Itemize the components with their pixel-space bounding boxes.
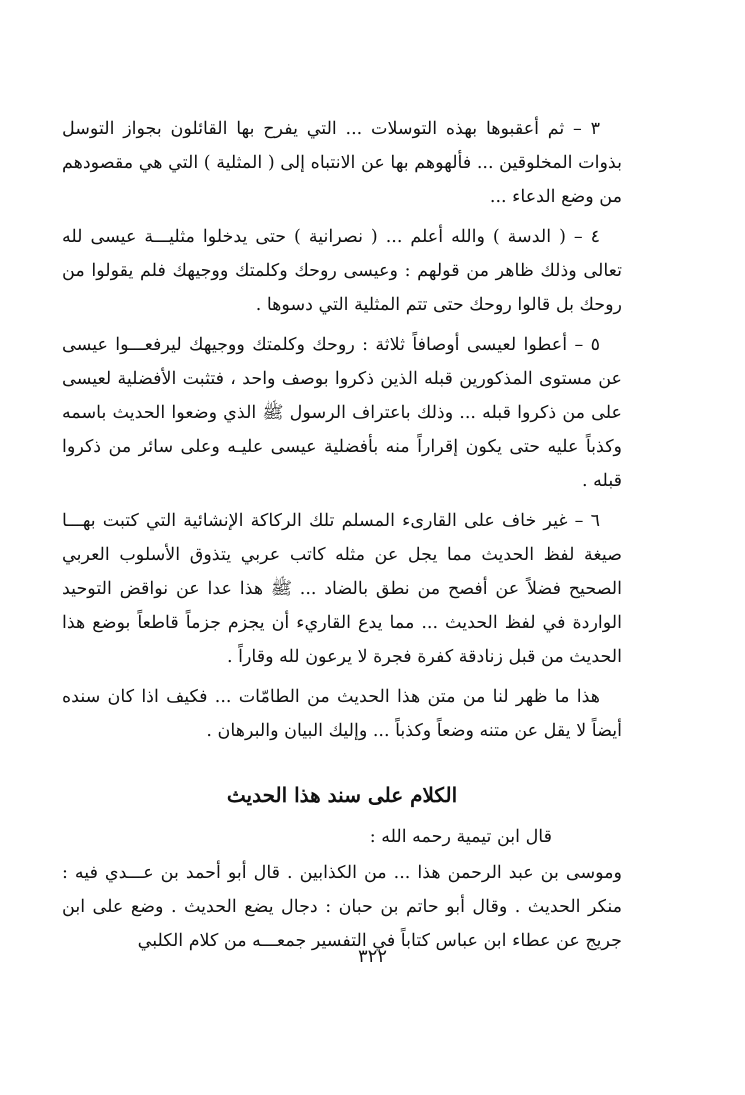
quote-intro: قال ابن تيمية رحمه الله :	[369, 827, 552, 847]
paragraph-point-6: ٦ – غير خاف على القارىء المسلم تلك الركاكة الإنشائية التي كتبت بهـــا صيغة لفظ الحديث مما يجل عن مثله كاتب عربي يتذوق الأسلوب العربي الصحيح فضلاً عن أفصح من نطق بالضاد ... ﷺ هذا عدا عن نواقض التوحيد الواردة في لفظ الحديث ... مما يدع القاريء أن يجزم جزماً قاطعاً بوضع هذا الحديث من قبل زنادقة كفرة فجرة لا يرعون لله وقاراً .	[62, 511, 622, 667]
paragraph-point-5: ٥ – أعطوا لعيسى أوصافاً ثلاثة : روحك وكلمتك ووجيهك ليرفعـــوا عيسى عن مستوى المذكورين قبله الذين ذكروا بوصف واحد ، فتثبت الأفضلية لعيسى على من ذكروا قبله ... وذلك باعتراف الرسول ﷺ الذي وضعوا الحديث باسمه وكذباً عليه حتى يكون إقراراً منه بأفضلية عيسى عليـه وعلى سائر من ذكروا قبله .	[62, 335, 622, 491]
page-body	[62, 112, 622, 964]
page-number: ٣٢٢	[357, 946, 387, 967]
quote-paragraph: وموسى بن عبد الرحمن هذا ... من الكذابين . قال أبو أحمد بن عـــدي فيه : منكر الحديث . وقال أبو حاتم بن حبان : دجال يضع الحديث . وضع على ابن جريج عن عطاء ابن عباس كتاباً في التفسير جمعـــه من كلام الكلبي	[62, 863, 622, 951]
paragraph-conclusion: هذا ما ظهر لنا من متن هذا الحديث من الطامّات ... فكيف اذا كان سنده أيضاً لا يقل عن متنه وضعاً وكذباً ... وإليك البيان والبرهان .	[62, 687, 622, 741]
paragraph-point-4: ٤ – ( الدسة ) والله أعلم ... ( نصرانية ) حتى يدخلوا مثليـــة عيسى لله تعالى وذلك ظاهر من قولهم : وعيسى روحك وكلمتك ووجيهك فلم يقولوا من روحك بل قالوا روحك حتى تتم المثلية التي دسوها .	[62, 227, 622, 315]
section-heading: الكلام على سند هذا الحديث	[226, 783, 458, 807]
paragraph-point-3: ٣ – ثم أعقبوها بهذه التوسلات ... التي يفرح بها القائلون بجواز التوسل بذوات المخلوقين ... فألهوهم بها عن الانتباه إلى ( المثلية ) التي هي مقصودهم من وضع الدعاء ...	[62, 119, 622, 207]
